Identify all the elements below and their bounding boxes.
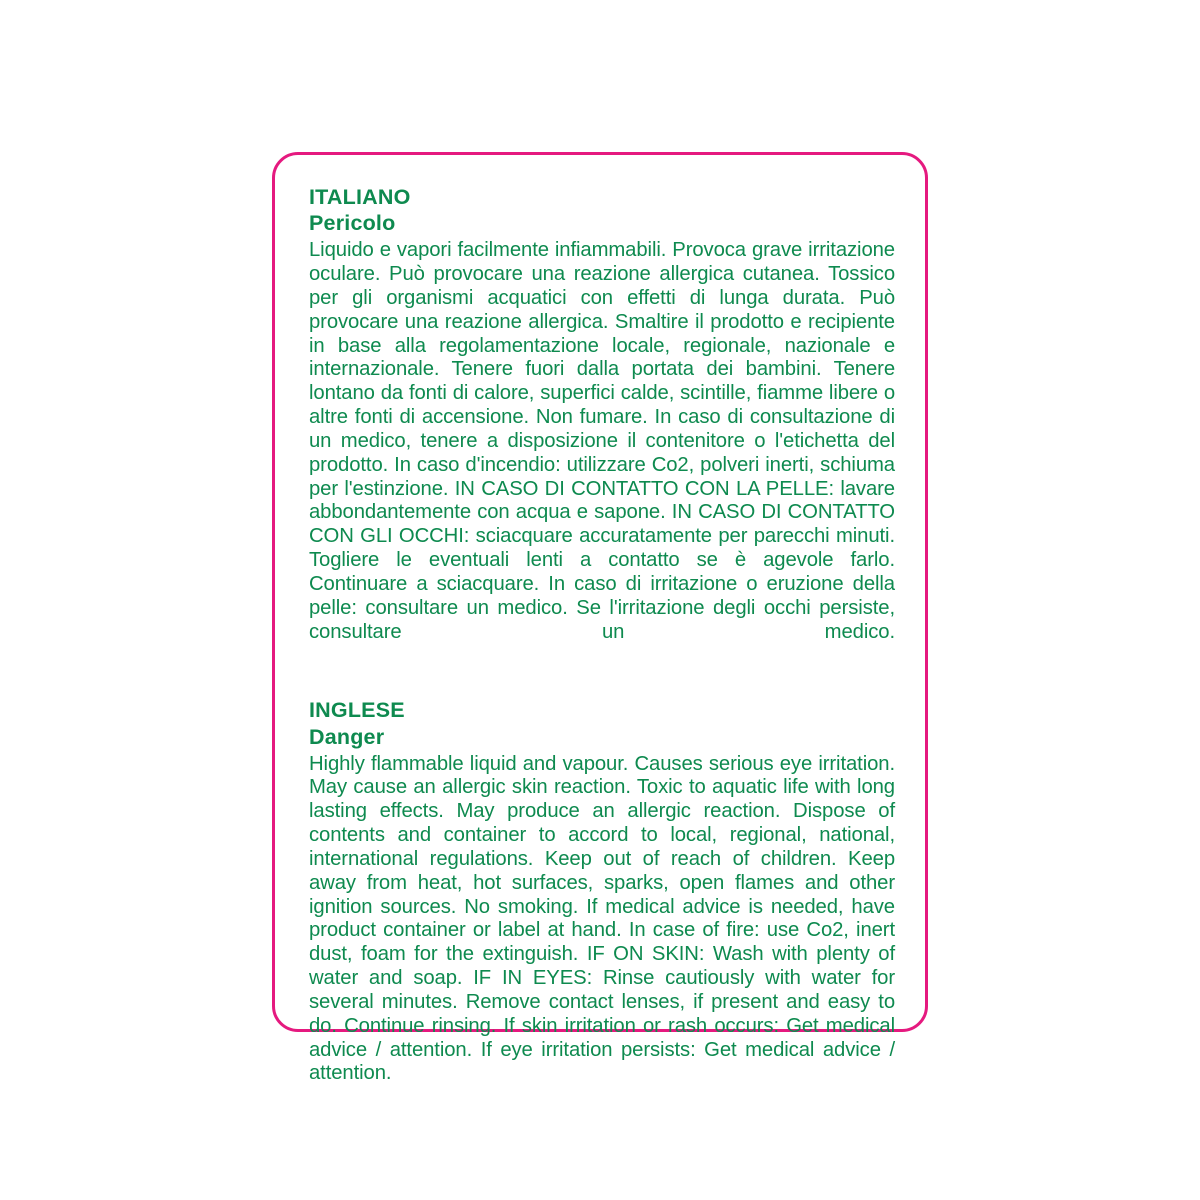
label-content [309, 185, 895, 1110]
hazard-statement-inglese: Highly flammable liquid and vapour. Causes serious eye irritation. May cause an allergic skin reaction. Toxic to aquatic life with long lasting effects. May produce an allergic reaction. Dispose of contents and container to accord to local, regional, national, international regulations. Keep out of reach of children. Keep away from heat, hot surfaces, sparks, open flames and other ignition sources. No smoking. If medical advice is needed, have product container or label at hand. In case of fire: use Co2, inert dust, foam for the extinguish. IF ON SKIN: Wash with plenty of water and soap. IF IN EYES: Rinse cautiously with water for several minutes. Remove contact lenses, if present and easy to do. Continue rinsing. If skin irritation or rash occurs: Get medical advice / attention. If eye irritation persists: Get medical advice / attention. [309, 752, 895, 1085]
section-italiano [309, 185, 895, 668]
language-heading-inglese: INGLESE [309, 698, 405, 723]
section-inglese [309, 698, 895, 1110]
signal-word-inglese: Danger [309, 724, 385, 749]
hazard-statement-italiano: Liquido e vapori facilmente infiammabili. Provoca grave irritazione oculare. Può provocare una reazione allergica cutanea. Tossico per gli organismi acquatici con effetti di lunga durata. Può provocare una reazione allergica. Smaltire il prodotto e recipiente in base alla regolamentazione locale, regionale, nazionale e internazionale. Tenere fuori dalla portata dei bambini. Tenere lontano da fonti di calore, superfici calde, scintille, fiamme libere o altre fonti di accensione. Non fumare. In caso di consultazione di un medico, tenere a disposizione il contenitore o l'etichetta del prodotto. In caso d'incendio: utilizzare Co2, polveri inerti, schiuma per l'estinzione. IN CASO DI CONTATTO CON LA PELLE: lavare abbondantemente con acqua e sapone. IN CASO DI CONTATTO CON GLI OCCHI: sciacquare accuratamente per parecchi minuti. Togliere le eventuali lenti a contatto se è agevole farlo. Continuare a sciacquare. In caso di irritazione o eruzione della pelle: consultare un medico. Se l'irritazione degli occhi persiste, consultare un medico. [309, 239, 895, 643]
signal-word-italiano: Pericolo [309, 211, 396, 236]
safety-label-card [272, 152, 928, 1085]
language-heading-italiano: ITALIANO [309, 185, 411, 209]
